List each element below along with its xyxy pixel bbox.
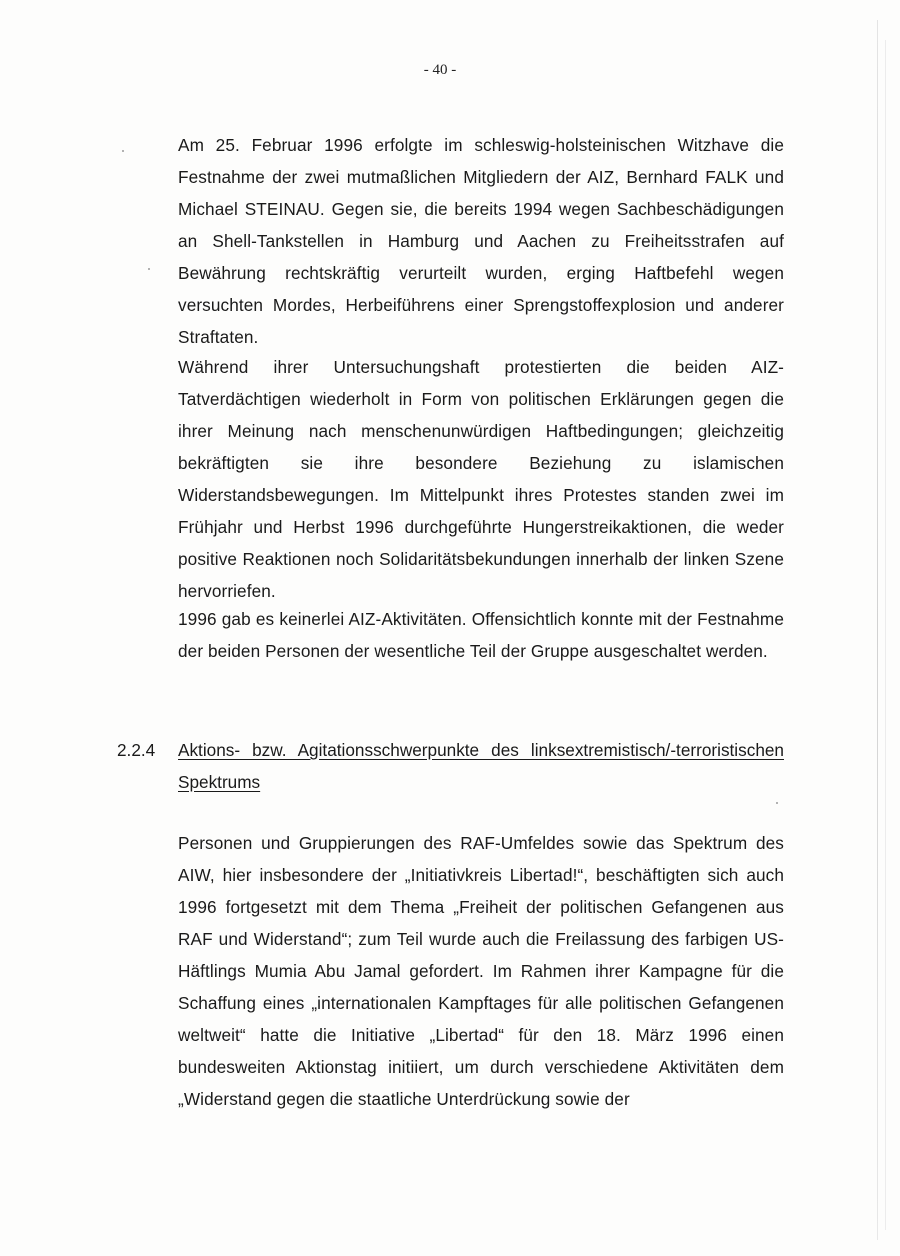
section-number: 2.2.4	[117, 740, 156, 760]
page-edge-shadow	[877, 20, 878, 1240]
paragraph-arrest: Am 25. Februar 1996 erfolgte im schleswig-holsteinischen Witzhave die Festnahme der zwei mutmaßlichen Mitgliedern der AIZ, Bernhard FALK und Michael STEINAU. Gegen sie, die bereits 1994 wegen Sachbeschädigungen an Shell-Tankstellen in Hamburg und Aachen zu Freiheitsstrafen auf Bewährung rechtskräftig verurteilt wurden, erging Haftbefehl wegen versuchten Mordes, Herbeiführens einer Sprengstoffexplosion und anderer Straftaten.	[178, 135, 784, 347]
section-title: Aktions- bzw. Agitationsschwerpunkte des linksextremistisch/-terroristischen Spektrums	[178, 740, 784, 792]
paragraph-no-activities: 1996 gab es keinerlei AIZ-Aktivitäten. Offensichtlich konnte mit der Festnahme der beiden Personen der wesentliche Teil der Gruppe ausgeschaltet werden.	[178, 609, 784, 661]
page-number: - 40 -	[423, 62, 457, 78]
scan-speck	[148, 268, 150, 270]
paragraph-raf-environment: Personen und Gruppierungen des RAF-Umfeldes sowie das Spektrum des AIW, hier insbesondere der „Initiativkreis Libertad!“, beschäftigten sich auch 1996 fortgesetzt mit dem Thema „Freiheit der politischen Gefangenen aus RAF und Widerstand“; zum Teil wurde auch die Freilassung des farbigen US-Häftlings Mumia Abu Jamal gefordert. Im Rahmen ihrer Kampagne für die Schaffung eines „internationalen Kampftages für alle politischen Gefangenen weltweit“ hatte die Initiative „Libertad“ für den 18. März 1996 einen bundesweiten Aktionstag initiiert, um durch verschiedene Aktivitäten dem „Widerstand gegen die staatliche Unterdrückung sowie der	[178, 833, 784, 1109]
paragraph-custody-protest: Während ihrer Untersuchungshaft protestierten die beiden AIZ-Tatverdächtigen wiederholt in Form von politischen Erklärungen gegen die ihrer Meinung nach menschenunwürdigen Haftbedingungen; gleichzeitig bekräftigten sie ihre besondere Beziehung zu islamischen Widerstandsbewegungen. Im Mittelpunkt ihres Protestes standen zwei im Frühjahr und Herbst 1996 durchgeführte Hungerstreikaktionen, die weder positive Reaktionen noch Solidaritätsbekundungen innerhalb der linken Szene hervorriefen.	[178, 357, 784, 601]
scan-speck	[122, 150, 124, 152]
scan-speck	[776, 802, 778, 804]
page-edge-shadow-secondary	[885, 40, 886, 1230]
